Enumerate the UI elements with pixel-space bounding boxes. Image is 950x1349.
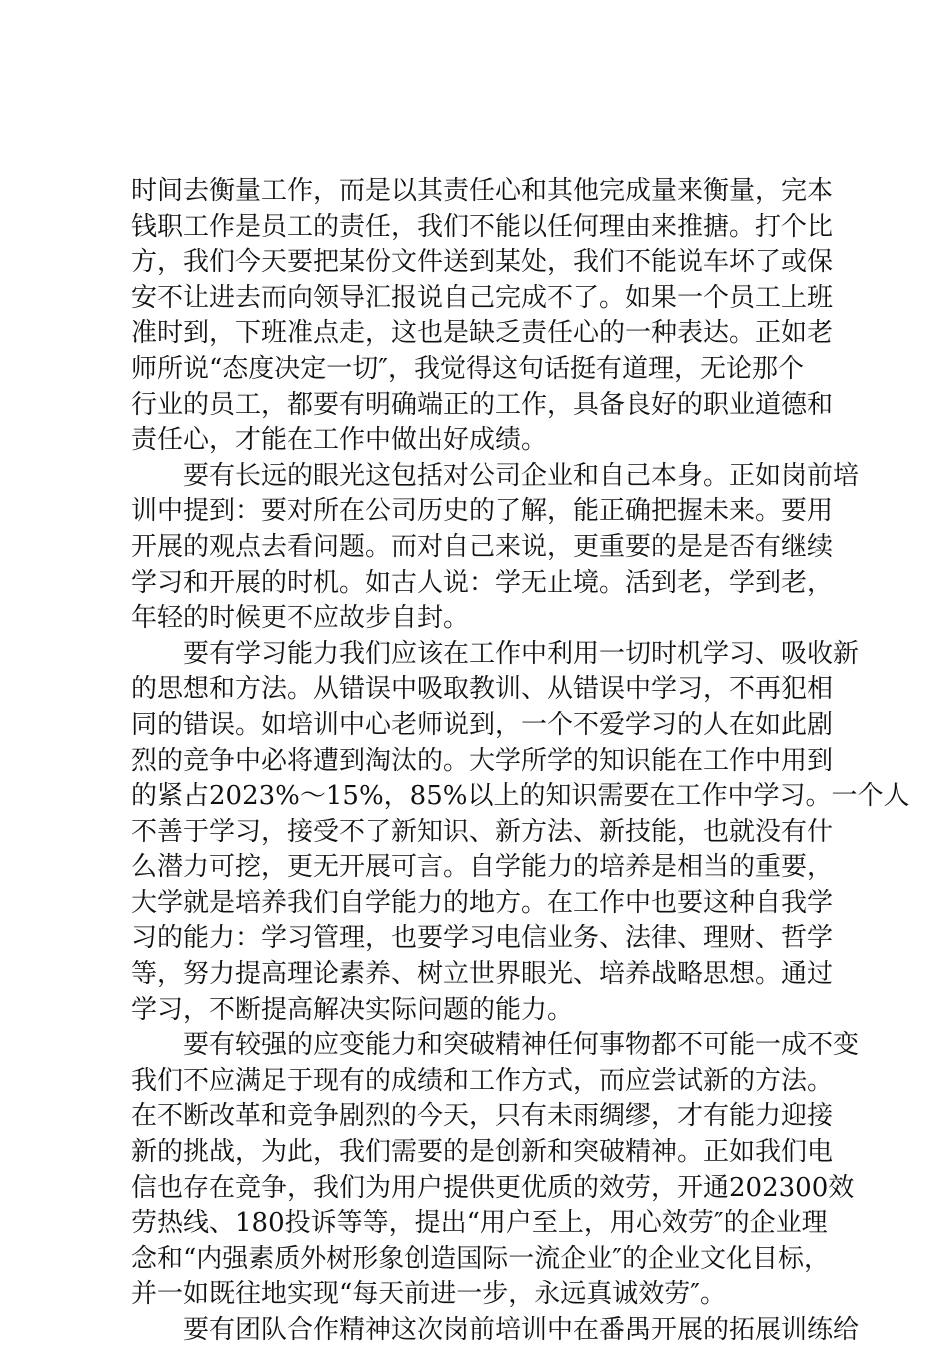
text-line: 准时到，下班准点走，这也是缺乏责任心的一种表达。正如老 [131,318,834,349]
text-line: 劳热线、180投诉等等，提出“用户至上，用心效劳″的企业理 [131,1208,828,1239]
text-line: 的紧占2023%～15%，85%以上的知识需要在工作中学习。一个人 [131,781,910,812]
text-line: 学习，不断提高解决实际问题的能力。 [131,994,574,1025]
body-text [131,174,910,1349]
text-line: 行业的员工，都要有明确端正的工作，具备良好的职业道德和 [131,389,834,420]
text-line: 开展的观点去看问题。而对自己来说，更重要的是是否有继续 [131,531,834,562]
text-line: 在不断改革和竞争剧烈的今天，只有未雨绸缪，才有能力迎接 [131,1101,834,1132]
text-line: 信也存在竞争，我们为用户提供更优质的效劳，开通202300效 [131,1172,855,1203]
text-line: 方，我们今天要把某份文件送到某处，我们不能说车坏了或保 [131,247,834,278]
text-line: 安不让进去而向领导汇报说自己完成不了。如果一个员工上班 [131,282,834,313]
text-line: 师所说“态度决定一切″，我觉得这句话挺有道理，无论那个 [131,353,805,384]
text-line: 习的能力：学习管理，也要学习电信业务、法律、理财、哲学 [131,923,834,954]
text-line: 训中提到：要对所在公司历史的了解，能正确把握未来。要用 [131,496,834,527]
paragraph-first-line: 要有学习能力我们应该在工作中利用一切时机学习、吸收新 [183,638,860,669]
text-line: 不善于学习，接受不了新知识、新方法、新技能，也就没有什 [131,816,834,847]
text-line: 么潜力可挖，更无开展可言。自学能力的培养是相当的重要， [131,852,834,883]
text-line: 烈的竞争中必将遭到淘汰的。大学所学的知识能在工作中用到 [131,745,834,776]
text-line: 并一如既往地实现“每天前进一步，永远真诚效劳″。 [131,1279,727,1310]
text-line: 大学就是培养我们自学能力的地方。在工作中也要这种自我学 [131,887,834,918]
text-line: 时间去衡量工作，而是以其责任心和其他完成量来衡量，完本 [131,176,834,206]
text-line: 我们不应满足于现有的成绩和工作方式，而应尝试新的方法。 [131,1065,834,1096]
text-line: 新的挑战，为此，我们需要的是创新和突破精神。正如我们电 [131,1137,834,1168]
paragraph-first-line: 要有长远的眼光这包括对公司企业和自己本身。正如岗前培 [183,460,860,491]
text-line: 同的错误。如培训中心老师说到，一个不爱学习的人在如此剧 [131,709,834,740]
text-line: 年轻的时候更不应故步自封。 [131,603,470,634]
text-line: 责任心，才能在工作中做出好成绩。 [131,425,548,456]
paragraph-first-line: 要有团队合作精神这次岗前培训中在番禺开展的拓展训练给 [183,1315,860,1345]
text-line: 等，努力提高理论素养、树立世界眼光、培养战略思想。通过 [131,959,834,990]
text-line: 学习和开展的时机。如古人说：学无止境。活到老，学到老， [131,567,834,598]
paragraph-first-line: 要有较强的应变能力和突破精神任何事物都不可能一成不变 [183,1030,860,1061]
text-line: 的思想和方法。从错误中吸取教训、从错误中学习，不再犯相 [131,674,834,705]
text-line: 钱职工作是员工的责任，我们不能以任何理由来推搪。打个比 [131,211,834,242]
text-line: 念和“内强素质外树形象创造国际一流企业″的企业文化目标， [131,1243,831,1274]
